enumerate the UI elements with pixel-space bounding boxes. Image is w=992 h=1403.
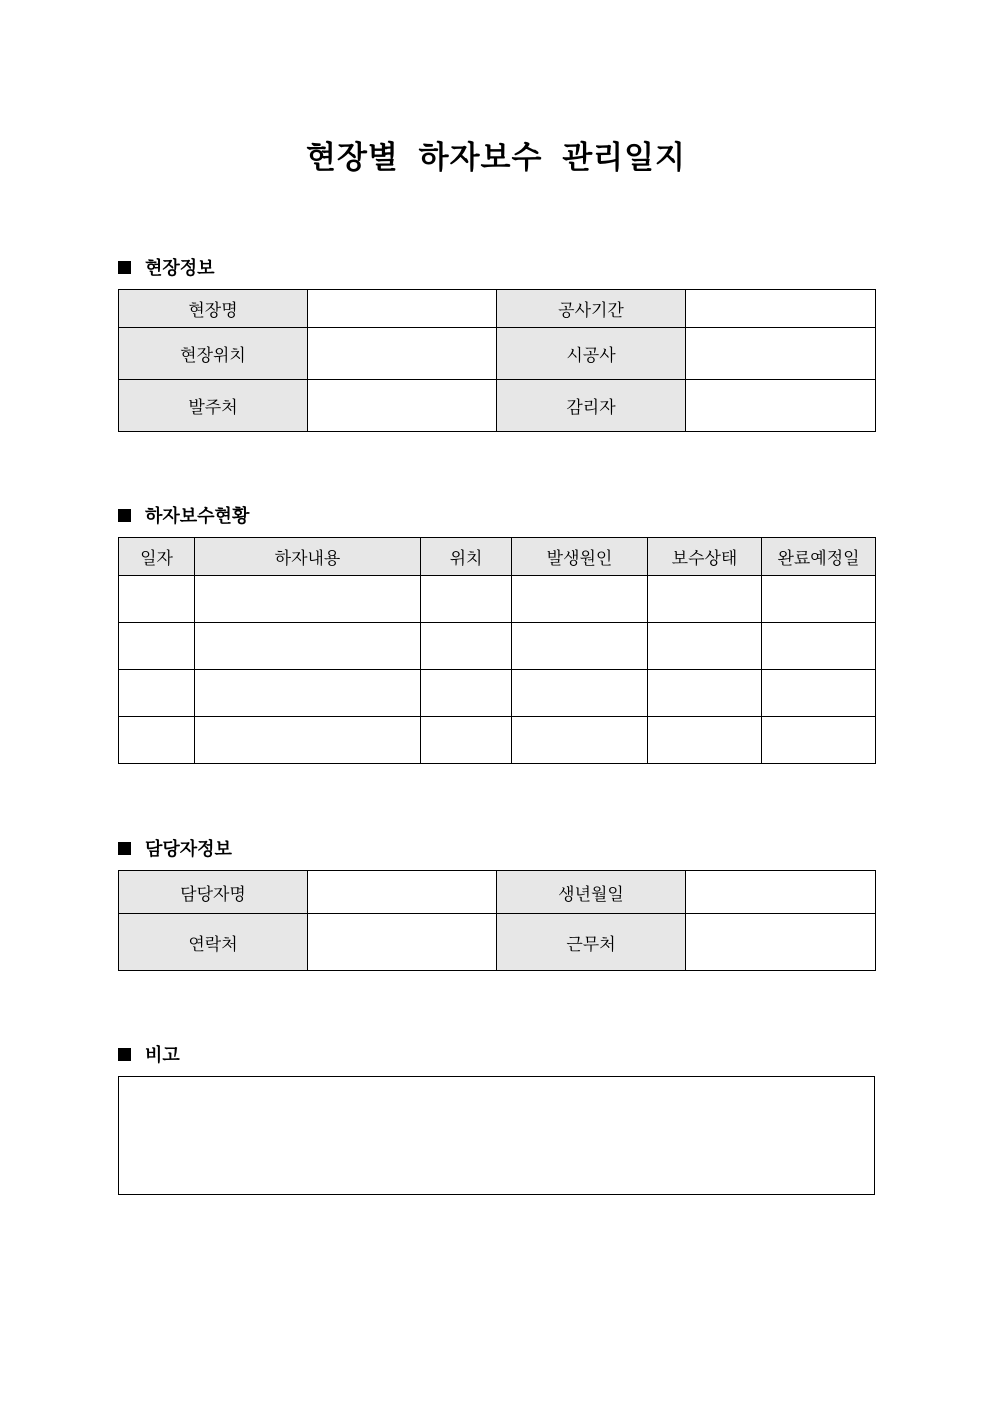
table-cell[interactable] xyxy=(648,670,762,717)
table-row xyxy=(119,914,876,971)
repair-status-heading-text: 하자보수현황 xyxy=(145,506,250,527)
contact-field[interactable] xyxy=(308,914,497,971)
site-info-table xyxy=(118,289,876,432)
table-cell[interactable] xyxy=(195,717,421,764)
square-bullet-icon xyxy=(118,509,131,522)
table-cell[interactable] xyxy=(421,717,512,764)
repair-status-heading xyxy=(118,502,249,528)
contractor-field[interactable] xyxy=(686,328,876,380)
square-bullet-icon xyxy=(118,1048,131,1061)
remarks-heading xyxy=(118,1041,180,1067)
table-row xyxy=(119,576,876,623)
table-row xyxy=(119,290,876,328)
client-field[interactable] xyxy=(308,380,497,432)
table-cell[interactable] xyxy=(648,576,762,623)
table-cell[interactable] xyxy=(195,623,421,670)
contractor-label: 시공사 xyxy=(497,328,686,380)
birth-date-field[interactable] xyxy=(686,871,876,914)
table-row xyxy=(119,623,876,670)
contact-label: 연락처 xyxy=(119,914,308,971)
manager-name-label: 담당자명 xyxy=(119,871,308,914)
table-cell[interactable] xyxy=(648,623,762,670)
column-header-cause: 발생원인 xyxy=(512,538,648,576)
table-row xyxy=(119,871,876,914)
manager-info-heading xyxy=(118,835,232,861)
column-header-completion-date: 완료예정일 xyxy=(762,538,876,576)
table-cell[interactable] xyxy=(119,717,195,764)
table-cell[interactable] xyxy=(119,576,195,623)
table-cell[interactable] xyxy=(512,623,648,670)
table-row xyxy=(119,670,876,717)
supervisor-label: 감리자 xyxy=(497,380,686,432)
remarks-heading-text: 비고 xyxy=(145,1045,180,1066)
table-cell[interactable] xyxy=(421,623,512,670)
table-cell[interactable] xyxy=(762,623,876,670)
supervisor-field[interactable] xyxy=(686,380,876,432)
table-header-row xyxy=(119,538,876,576)
manager-info-table xyxy=(118,870,876,971)
manager-name-field[interactable] xyxy=(308,871,497,914)
column-header-repair-status: 보수상태 xyxy=(648,538,762,576)
document-title: 현장별 하자보수 관리일지 xyxy=(306,140,686,176)
table-cell[interactable] xyxy=(421,576,512,623)
site-name-field[interactable] xyxy=(308,290,497,328)
remarks-box[interactable] xyxy=(118,1076,875,1195)
site-info-heading xyxy=(118,254,215,280)
construction-period-label: 공사기간 xyxy=(497,290,686,328)
table-cell[interactable] xyxy=(195,576,421,623)
client-label: 발주처 xyxy=(119,380,308,432)
table-cell[interactable] xyxy=(762,576,876,623)
birth-date-label: 생년월일 xyxy=(497,871,686,914)
column-header-defect: 하자내용 xyxy=(195,538,421,576)
table-cell[interactable] xyxy=(512,670,648,717)
table-row xyxy=(119,380,876,432)
table-cell[interactable] xyxy=(762,717,876,764)
manager-info-heading-text: 담당자정보 xyxy=(145,839,232,860)
table-row xyxy=(119,717,876,764)
column-header-location: 위치 xyxy=(421,538,512,576)
table-cell[interactable] xyxy=(512,717,648,764)
table-cell[interactable] xyxy=(195,670,421,717)
site-info-heading-text: 현장정보 xyxy=(145,258,215,279)
site-location-field[interactable] xyxy=(308,328,497,380)
workplace-label: 근무처 xyxy=(497,914,686,971)
square-bullet-icon xyxy=(118,261,131,274)
table-row xyxy=(119,328,876,380)
table-cell[interactable] xyxy=(119,623,195,670)
site-location-label: 현장위치 xyxy=(119,328,308,380)
table-cell[interactable] xyxy=(119,670,195,717)
repair-status-table xyxy=(118,537,876,764)
table-cell[interactable] xyxy=(762,670,876,717)
site-name-label: 현장명 xyxy=(119,290,308,328)
table-cell[interactable] xyxy=(421,670,512,717)
workplace-field[interactable] xyxy=(686,914,876,971)
table-cell[interactable] xyxy=(648,717,762,764)
column-header-date: 일자 xyxy=(119,538,195,576)
table-cell[interactable] xyxy=(512,576,648,623)
square-bullet-icon xyxy=(118,842,131,855)
construction-period-field[interactable] xyxy=(686,290,876,328)
